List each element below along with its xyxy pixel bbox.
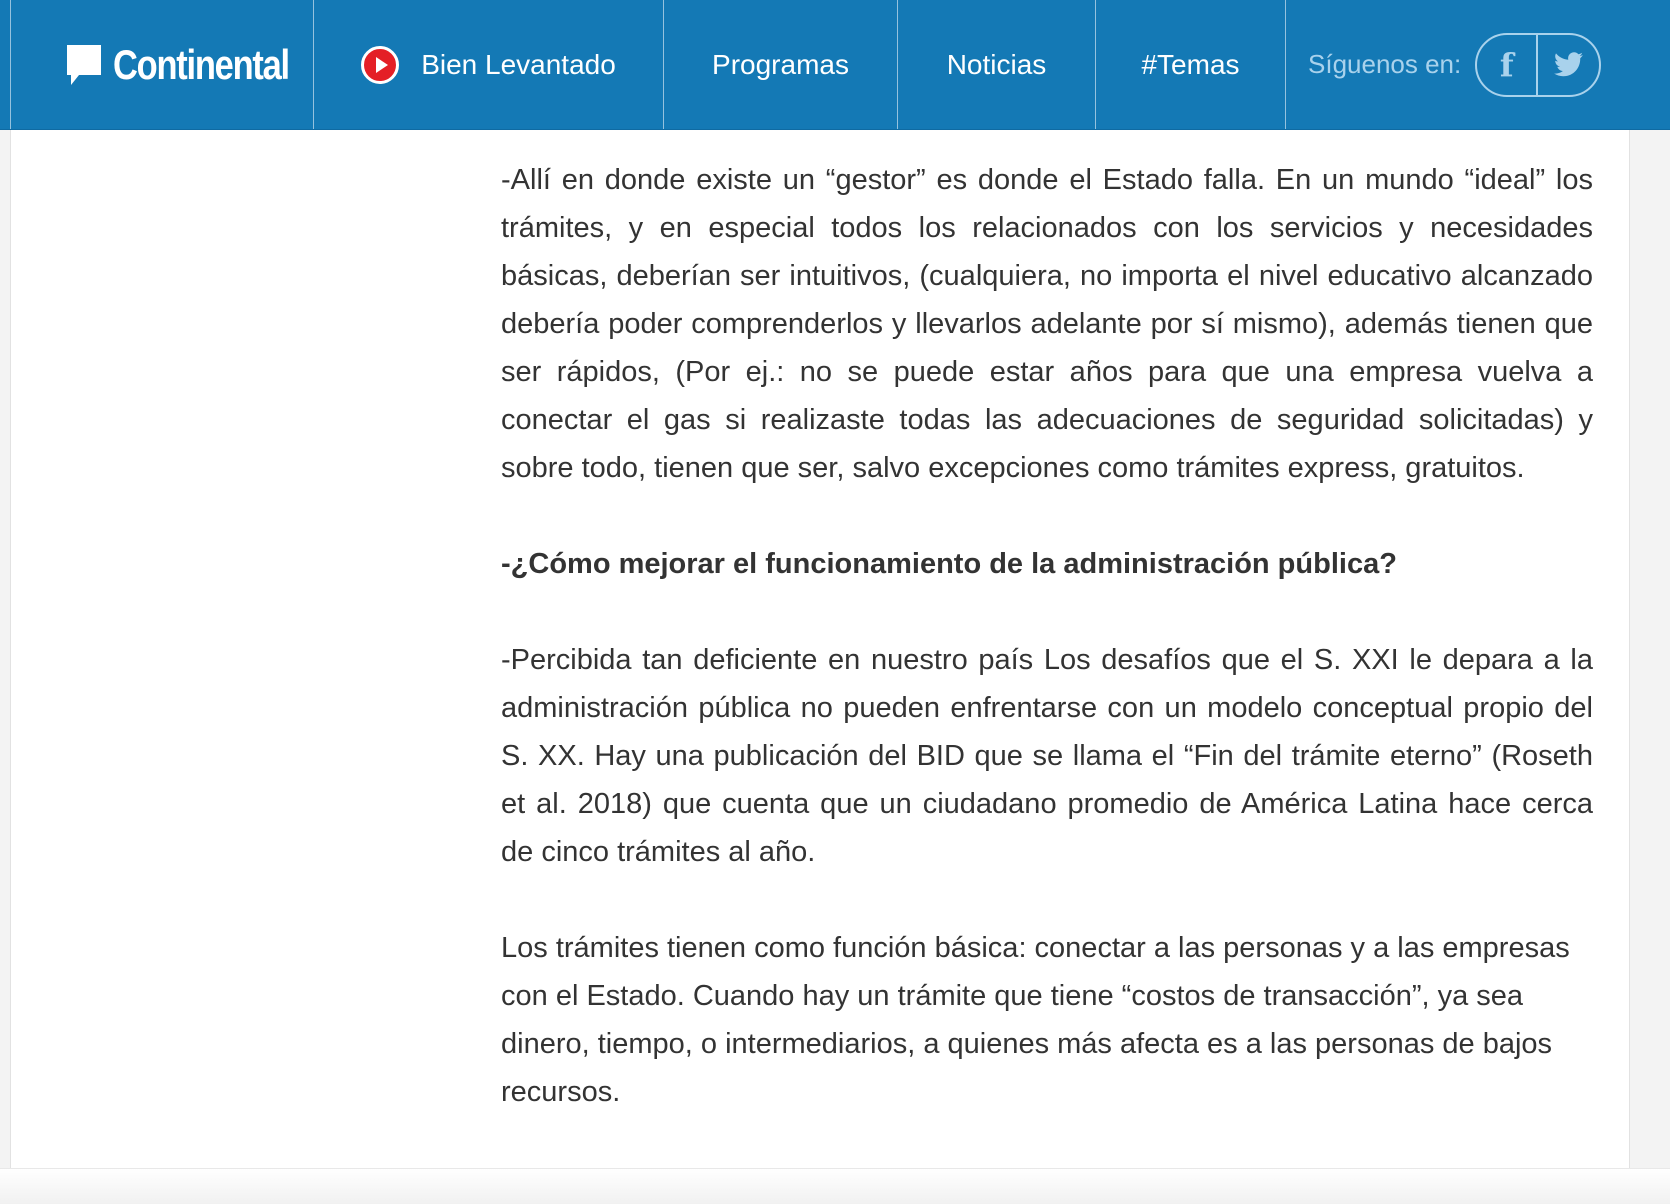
article-card xyxy=(10,130,1630,1204)
article-paragraph: Los trámites tienen como función básica: conectar a las personas y a las empresas con el Estado. Cuando hay un trámite que tiene “costos de transacción”, ya sea dinero, tiempo, o intermediarios, a quienes más afecta es a las personas de bajos recursos. xyxy=(501,932,1570,1108)
brand-name: Continental xyxy=(113,40,289,88)
article-paragraph: -Allí en donde existe un “gestor” es donde el Estado falla. En un mundo “ideal” los trámites, y en especial todos los relacionados con los servicios y necesidades básicas, deberían ser intuitivos, (cualquiera, no importa el nivel educativo alcanzado debería poder comprenderlos y llevarlos adelante por sí mismo), además tienen que ser rápidos, (Por ej.: no se puede estar años para que una empresa vuelva a conectar el gas si realizaste todas las adecuaciones de seguridad solicitadas) y sobre todo, tienen que ser, salvo excepciones como trámites express, gratuitos. xyxy=(501,164,1593,484)
twitter-icon[interactable] xyxy=(1538,35,1599,95)
speech-bubble-icon xyxy=(65,43,103,87)
nav-programas[interactable] xyxy=(664,0,898,129)
nav-noticias-label: Noticias xyxy=(946,48,1047,80)
article-body xyxy=(501,156,1593,1164)
article-paragraph: -Percibida tan deficiente en nuestro país Los desafíos que el S. XXI le depara a la administración pública no pueden enfrentarse con un modelo conceptual propio del S. XX. Hay una publicación del BID que se llama el “Fin del trámite eterno” (Roseth et al. 2018) que cuenta que un ciudadano promedio de América Latina hace cerca de cinco trámites al año. xyxy=(501,644,1593,868)
nav-programas-label: Programas xyxy=(712,48,849,80)
follow-label: Síguenos en: xyxy=(1308,49,1462,79)
facebook-icon[interactable]: f xyxy=(1477,35,1538,95)
brand-logo-link[interactable] xyxy=(10,0,314,129)
nav-bien-levantado[interactable] xyxy=(314,0,664,129)
site-header xyxy=(0,0,1670,130)
nav-bien-levantado-label: Bien Levantado xyxy=(421,48,616,80)
nav-temas-label: #Temas xyxy=(1141,48,1240,80)
nav-noticias[interactable] xyxy=(898,0,1096,129)
social-links xyxy=(1475,33,1601,97)
follow-us xyxy=(1286,0,1601,129)
nav-temas[interactable] xyxy=(1096,0,1286,129)
play-icon xyxy=(361,46,399,84)
page-bottom-edge xyxy=(0,1168,1670,1204)
interview-question: -¿Cómo mejorar el funcionamiento de la administración pública? xyxy=(501,548,1397,580)
